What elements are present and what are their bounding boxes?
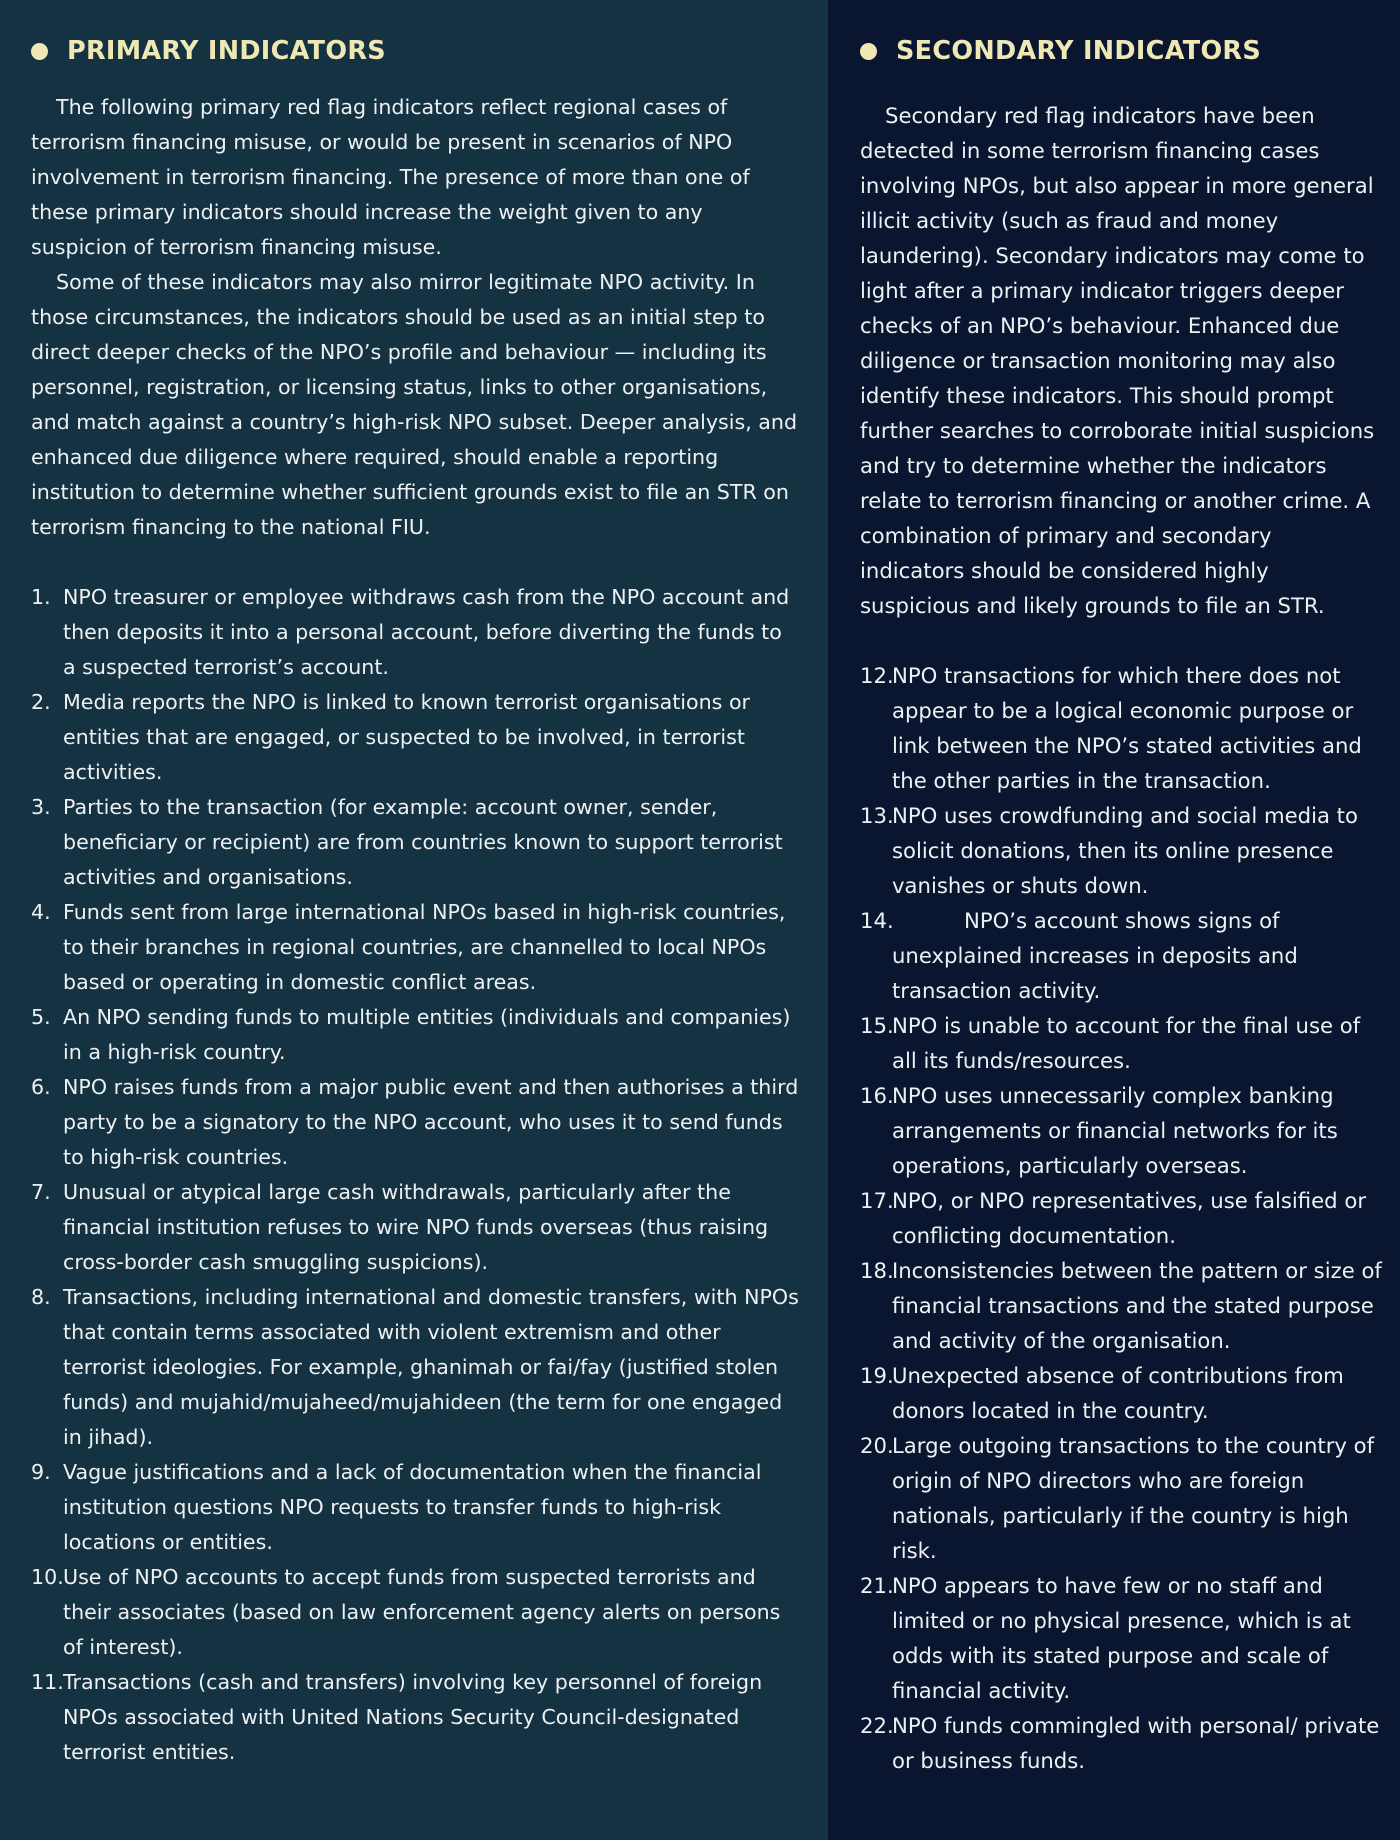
primary-indicator-list [31,580,800,1770]
list-item-text: NPO raises funds from a major public event and then authorises a third party to be a signatory to the NPO account, who uses it to send funds to high-risk countries. [63,1075,799,1169]
list-item [860,1078,1382,1183]
bullet-dot-icon [31,43,48,60]
primary-intro-paragraph: The following primary red flag indicators reflect regional cases of terrorism financing misuse, or would be present in scenarios of NPO involvement in terrorism financing. The presence of more than one of these primary indicators should increase the weight given to any suspicion of terrorism financing misuse. [31,95,750,259]
list-item-number: 16. [860,1083,894,1108]
list-item-number: 17. [860,1188,894,1213]
secondary-indicator-list [860,658,1382,1778]
list-item-number: 2. [31,690,51,714]
list-item [860,903,1382,1008]
list-item-text: Media reports the NPO is linked to known terrorist organisations or entities that are engaged, or suspected to be involved, in terrorist activities. [63,690,751,784]
list-item-text: Unexpected absence of contributions from donors located in the country. [892,1363,1344,1423]
list-item [860,1253,1382,1358]
list-item [31,1000,800,1070]
list-item [31,1175,800,1280]
primary-heading-text: PRIMARY INDICATORS [67,36,386,66]
primary-second-paragraph: Some of these indicators may also mirror legitimate NPO activity. In those circumstances, the indicators should be used as an initial step to direct deeper checks of the NPO’s profile and behaviour — including its personnel, registration, or licensing status, links to other organisations, and match against a country’s high-risk NPO subset. Deeper analysis, and enhanced due diligence where required, should enable a reporting institution to determine whether sufficient grounds exist to file an STR on terrorism financing to the national FIU. [31,270,798,539]
list-item [31,1280,800,1455]
list-item-number: 14. [860,908,894,933]
list-item-text: NPO uses unnecessarily complex banking arrangements or financial networks for its operations, particularly overseas. [892,1083,1338,1178]
list-item-text: Vague justifications and a lack of documentation when the financial institution questions NPO requests to transfer funds to high-risk locations or entities. [63,1460,762,1554]
list-item [860,1183,1382,1253]
list-item-text: Parties to the transaction (for example: account owner, sender, beneficiary or recipient) are from countries known to support terrorist activities and organisations. [63,795,783,889]
list-item-number: 6. [31,1075,51,1099]
list-item-text: Unusual or atypical large cash withdrawals, particularly after the financial institution refuses to wire NPO funds overseas (thus raising cross-border cash smuggling suspicions). [63,1180,769,1274]
list-item-number: 4. [31,900,51,924]
list-item [31,895,800,1000]
primary-indicators-heading [31,30,800,72]
list-item-text: NPO uses crowdfunding and social media to solicit donations, then its online presence vanishes or shuts down. [892,803,1358,898]
list-item-number: 3. [31,795,51,819]
list-item-number: 8. [31,1285,51,1309]
list-item-number: 22. [860,1713,894,1738]
list-item [860,658,1382,798]
list-item [31,580,800,685]
list-item [31,790,800,895]
list-item-text: NPO appears to have few or no staff and limited or no physical presence, which is at odds with its stated purpose and scale of financial activity. [892,1573,1351,1703]
list-item-text: Inconsistencies between the pattern or size of financial transactions and the stated purpose and activity of the organisation. [892,1258,1382,1353]
list-item-number: 12. [860,663,894,688]
list-item-number: 20. [860,1433,894,1458]
list-item-number: 1. [31,585,51,609]
list-item-text: Transactions, including international and domestic transfers, with NPOs that contain terms associated with violent extremism and other terrorist ideologies. For example, ghanimah or fai/fay (justified stolen funds) and mujahid/mujaheed/mujahideen (the term for one engaged in jihad). [63,1285,799,1449]
list-item-text: NPO transactions for which there does not appear to be a logical economic purpose or link between the NPO’s stated activities and the other parties in the transaction. [892,663,1362,793]
list-item [860,798,1382,903]
list-item-text: NPO is unable to account for the final use of all its funds/resources. [892,1013,1361,1073]
list-item-text: Funds sent from large international NPOs based in high-risk countries, to their branches in regional countries, are channelled to local NPOs based or operating in domestic conflict areas. [63,900,786,994]
list-item-number: 9. [31,1460,51,1484]
list-item-text: Large outgoing transactions to the country of origin of NPO directors who are foreign nationals, particularly if the country is high risk. [892,1433,1375,1563]
list-item-text: Use of NPO accounts to accept funds from suspected terrorists and their associates (based on law enforcement agency alerts on persons of interest). [63,1565,781,1659]
list-item-number: 5. [31,1005,51,1029]
list-item-text: NPO treasurer or employee withdraws cash from the NPO account and then deposits it into a personal account, before diverting the funds to a suspected terrorist’s account. [63,585,790,679]
list-item [31,1455,800,1560]
list-item [31,1665,800,1770]
list-item-text: Transactions (cash and transfers) involving key personnel of foreign NPOs associated with United Nations Security Council-designated terrorist entities. [63,1670,763,1764]
list-item-number: 11. [31,1670,64,1694]
list-item [860,1428,1382,1568]
list-item [860,1708,1382,1778]
list-item-text: NPO’s account shows signs of unexplained increases in deposits and transaction activity. [892,908,1298,1003]
list-item [860,1358,1382,1428]
list-item-number: 7. [31,1180,51,1204]
list-item-text: NPO funds commingled with personal/ private or business funds. [892,1713,1380,1773]
list-item [31,1070,800,1175]
list-item-number: 10. [31,1565,64,1589]
list-item-number: 21. [860,1573,894,1598]
bullet-dot-icon [860,43,877,60]
list-item-text: An NPO sending funds to multiple entities (individuals and companies) in a high-risk country. [63,1005,791,1064]
list-item-number: 13. [860,803,894,828]
list-item [31,685,800,790]
secondary-heading-text: SECONDARY INDICATORS [896,36,1262,66]
secondary-indicators-heading [860,30,1382,72]
list-item [31,1560,800,1665]
list-item [860,1008,1382,1078]
list-item-number: 18. [860,1258,894,1283]
list-item-number: 15. [860,1013,894,1038]
list-item [860,1568,1382,1708]
list-item-number: 19. [860,1363,894,1388]
secondary-indicators-column [828,0,1400,1840]
secondary-intro-paragraph: Secondary red flag indicators have been detected in some terrorism financing cases involving NPOs, but also appear in more general illicit activity (such as fraud and money laundering). Secondary indicators may come to light after a primary indicator triggers deeper checks of an NPO’s behaviour. Enhanced due diligence or transaction monitoring may also identify these indicators. This should prompt further searches to corroborate initial suspicions and try to determine whether the indicators relate to terrorism financing or another crime. A combination of primary and secondary indicators should be considered highly suspicious and likely grounds to file an STR. [860,103,1375,618]
list-item-text: NPO, or NPO representatives, use falsified or conflicting documentation. [892,1188,1367,1248]
